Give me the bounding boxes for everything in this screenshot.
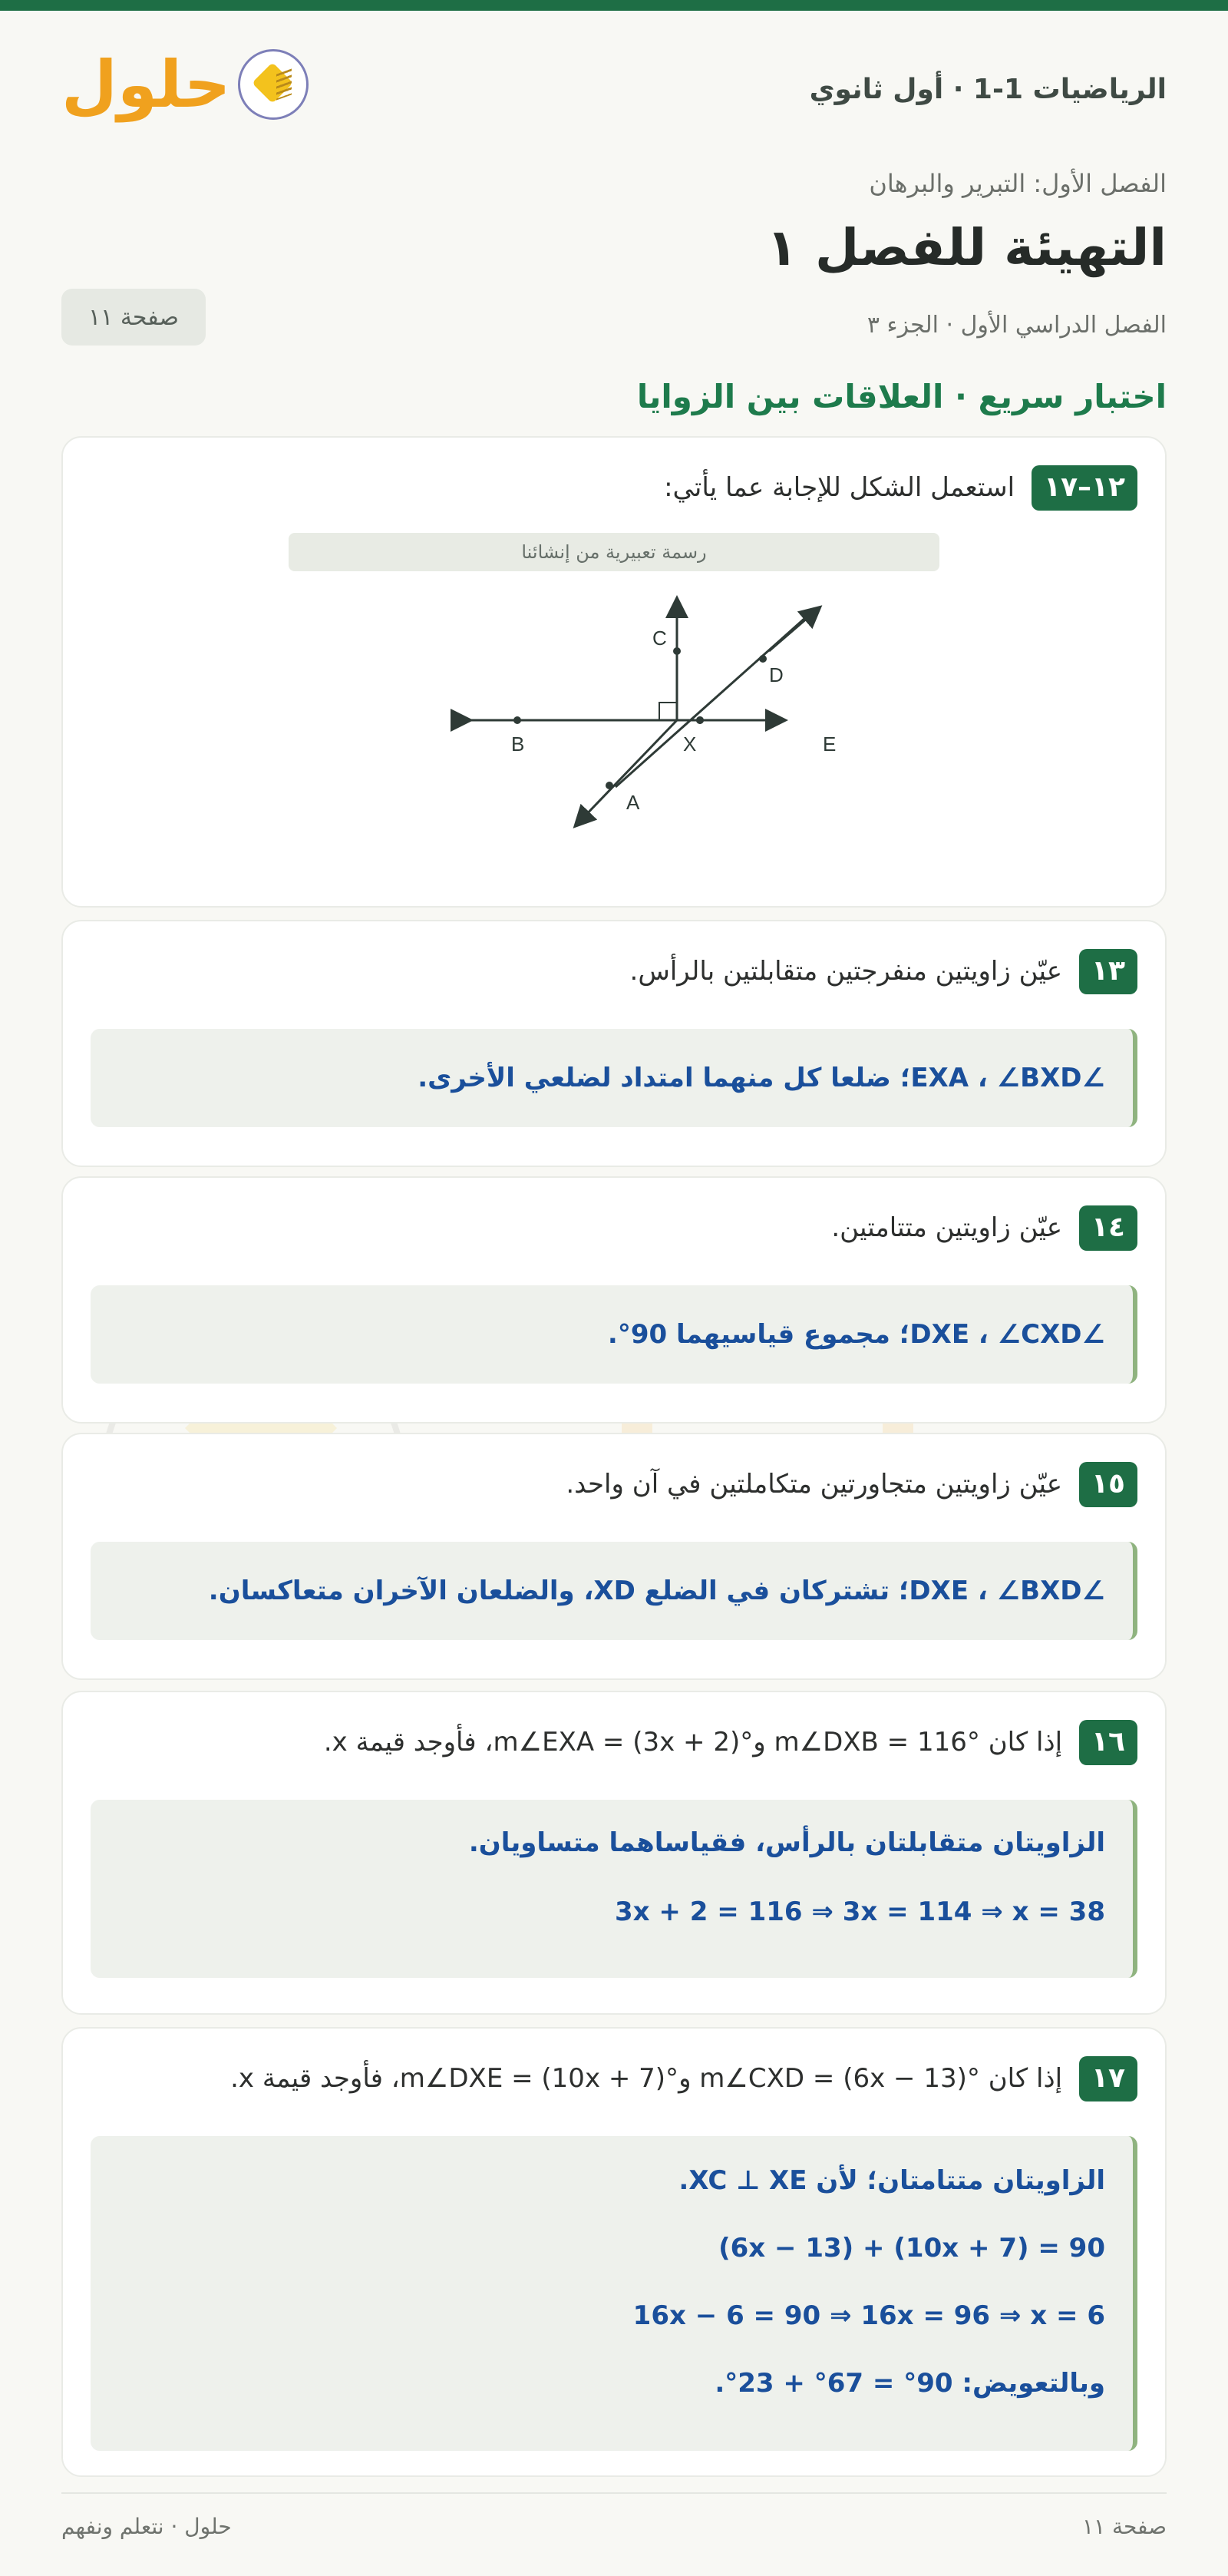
answer-line: ∠DXE ، ∠CXD؛ مجموع قياسيهما 90°.	[607, 1319, 1105, 1350]
label-e: E	[823, 732, 837, 756]
footer-brand: حلول · نتعلم ونفهم	[61, 2514, 232, 2539]
label-c: C	[652, 627, 667, 650]
answer-equation: (6x − 13) + (10x + 7) = 90	[718, 2233, 1105, 2264]
angle-figure	[385, 584, 846, 837]
question-card	[61, 1691, 1167, 2015]
question-card	[61, 2027, 1167, 2477]
question-text: عيّن زاويتين متجاورتين متكاملتين في آن واحد.	[566, 1469, 1063, 1500]
top-accent-bar	[0, 0, 1228, 11]
term-label: الفصل الدراسي الأول · الجزء ٣	[867, 312, 1167, 339]
page-title: التهيئة للفصل ١	[766, 218, 1167, 277]
book-icon	[238, 49, 309, 120]
question-number: ١٤	[1079, 1205, 1137, 1251]
quiz-heading: اختبار سريع · العلاقات بين الزوايا	[636, 378, 1167, 415]
page-badge: صفحة ١١	[61, 289, 206, 346]
question-number: ١٧	[1079, 2056, 1137, 2101]
chapter-label: الفصل الأول: التبرير والبرهان	[869, 169, 1167, 198]
label-d: D	[769, 663, 784, 686]
question-card	[61, 920, 1167, 1167]
question-text: استعمل الشكل للإجابة عما يأتي:	[664, 472, 1015, 504]
answer-line: وبالتعويض: 90° = 67° + 23°.	[715, 2368, 1105, 2399]
question-card	[61, 1176, 1167, 1424]
intro-question	[664, 465, 1137, 511]
answer-line: الزاويتان متتامتان؛ لأن XC ⊥ XE.	[678, 2165, 1105, 2196]
question-text: عيّن زاويتين منفرجتين متقابلتين بالرأس.	[629, 956, 1063, 987]
page-content	[61, 11, 1167, 2399]
header	[61, 11, 1167, 172]
answer-equation: 3x + 2 = 116 ⇒ 3x = 114 ⇒ x = 38	[615, 1896, 1105, 1927]
answer-line: ∠EXA ، ∠BXD؛ ضلعا كل منهما امتداد لضلعي الأخرى.	[418, 1063, 1105, 1093]
answer-box	[91, 1800, 1137, 1978]
label-x: X	[683, 732, 697, 756]
figure-caption: رسمة تعبيرية من إنشائنا	[289, 533, 939, 571]
footer-divider	[61, 2492, 1167, 2494]
answer-box	[91, 1029, 1137, 1127]
course-title: الرياضيات 1-1 · أول ثانوي	[809, 74, 1167, 105]
question-card	[61, 1433, 1167, 1680]
brand-logo[interactable]	[61, 49, 309, 120]
answer-equation: 16x − 6 = 90 ⇒ 16x = 96 ⇒ x = 6	[632, 2300, 1105, 2331]
question-number: ١٣	[1079, 949, 1137, 994]
question-number: ١٥	[1079, 1462, 1137, 1507]
brand-wordmark: حلول	[61, 47, 231, 122]
answer-line: الزاويتان متقابلتان بالرأس، فقياساهما متساويان.	[468, 1827, 1105, 1858]
label-b: B	[511, 732, 525, 756]
question-text: إذا كان m∠CXD = (6x − 13)° وm∠DXE = (10x + 7)°، فأوجد قيمة x.	[230, 2063, 1063, 2095]
question-number: ١٢–١٧	[1032, 465, 1137, 511]
question-text: عيّن زاويتين متتامتين.	[831, 1212, 1063, 1244]
answer-box	[91, 2136, 1137, 2451]
answer-line: ∠DXE ، ∠BXD؛ تشتركان في الضلع XD، والضلعان الآخران متعاكسان.	[208, 1576, 1105, 1606]
footer-page-number: صفحة ١١	[1081, 2514, 1167, 2539]
answer-box	[91, 1285, 1137, 1384]
answer-box	[91, 1542, 1137, 1640]
label-a: A	[626, 791, 640, 814]
question-text: إذا كان m∠DXB = 116° وm∠EXA = (3x + 2)°، فأوجد قيمة x.	[323, 1727, 1063, 1758]
figure-card	[61, 436, 1167, 908]
question-number: ١٦	[1079, 1720, 1137, 1765]
right-angle-mark	[659, 703, 677, 720]
